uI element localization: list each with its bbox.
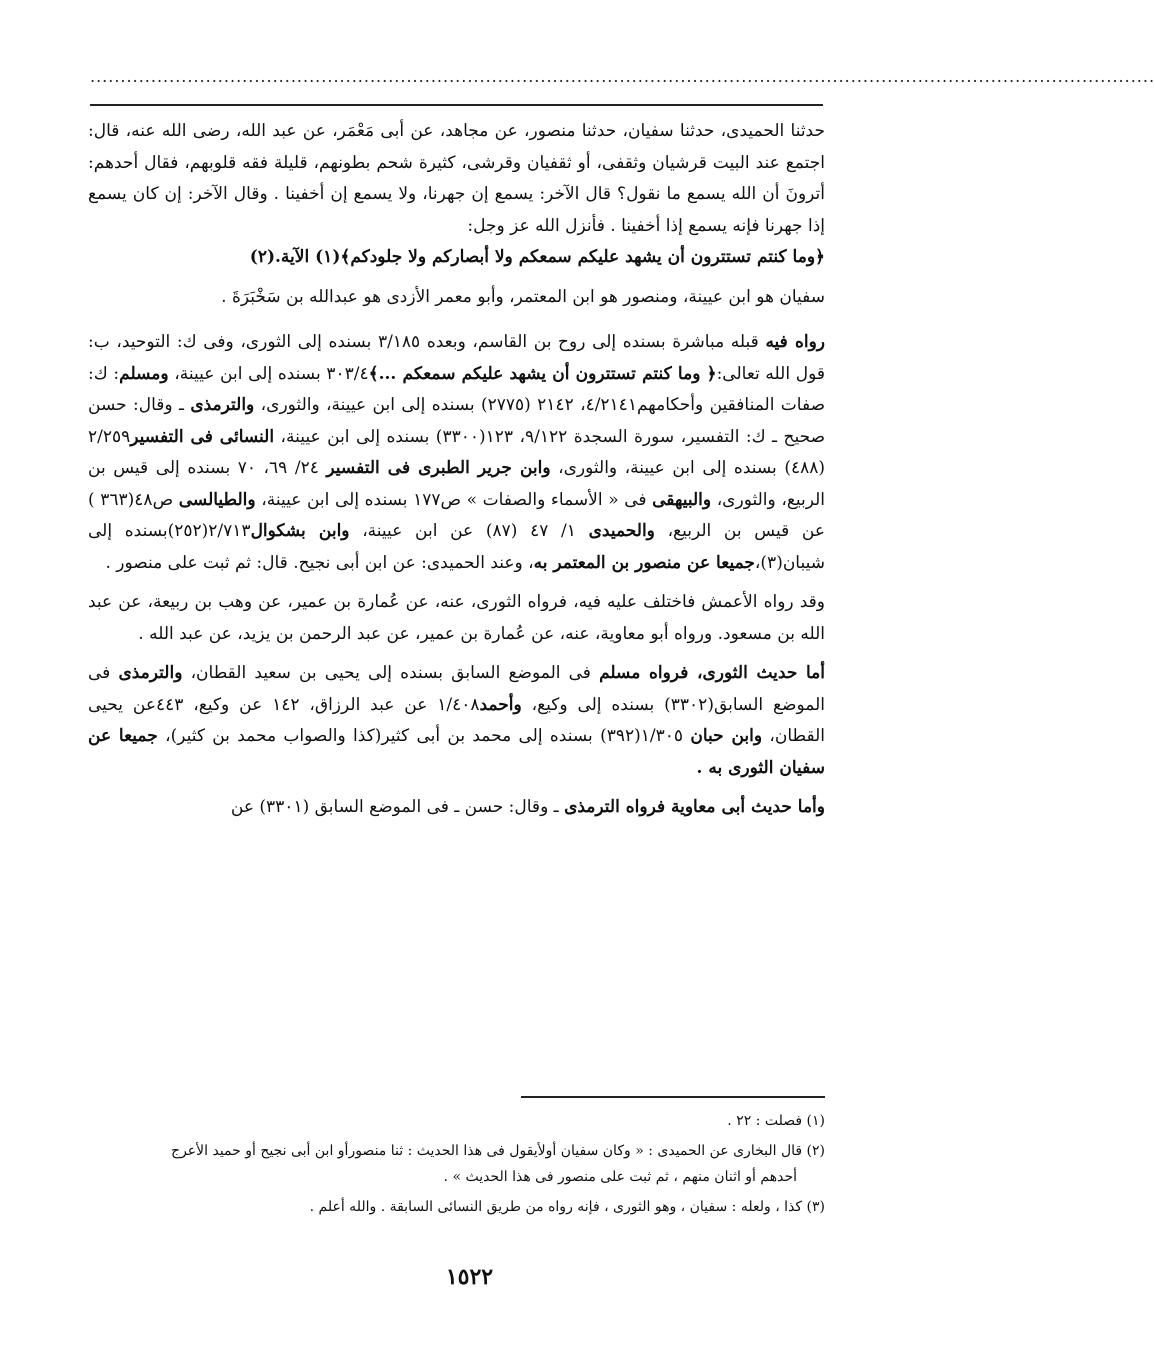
text-run: قبله مباشرة بسنده إلى روح بن القاسم، وبعده ٣/١٨٥ بسنده إلى الثورى، وفى ك: التوحيد، ب: قول الله تعالى: xyxy=(88,332,825,384)
page-number: ١٥٢٢ xyxy=(445,1264,494,1290)
bold-source: جميعا عن منصور بن المعتمر به xyxy=(533,552,755,573)
bold-source: رواه فيه xyxy=(765,332,825,352)
footnote-2-line-1: (٢) قال البخارى عن الحميدى : « وكان سفيان أولأيقول فى هذا الحديث : ثنا منصورأو ابن أبى نجيح أو حميد الأعرج xyxy=(171,1143,825,1159)
bold-source: وابن حبان xyxy=(690,726,763,746)
text-run: : ك: صفات المنافقين وأحكامهم٤/٢١٤١، ٢١٤٢ (٢٧٧٥) بسنده إلى ابن عيينة، والثورى، xyxy=(88,363,826,415)
text-run: ١/٤٠٨ عن عبد الرزاق، ١٤٢ عن وكيع، ٤٤٣عن يحيى القطان، xyxy=(88,694,825,746)
text-run: ١/٣٠٥(٣٩٢) بسنده إلى محمد بن أبى كثير(كذا والصواب محمد بن كثير)، xyxy=(157,726,691,746)
text-run: فى الموضع السابق بسنده إلى يحيى بن سعيد القطان، xyxy=(182,663,600,683)
text-run: فى « الأسماء والصفات » ص١٧٧ بسنده إلى ابن عيينة، xyxy=(255,489,653,510)
bold-source: جميعا عن سفيان الثورى به . xyxy=(88,726,825,778)
bold-source: ﴿ وما كنتم تستترون أن يشهد عليكم سمعكم ...﴾ xyxy=(368,363,717,384)
bold-source: والترمذى xyxy=(118,663,183,683)
takhrij-paragraph xyxy=(88,327,825,579)
footnote-3: (٣) كذا ، ولعله : سفيان ، وهو الثورى ، فإنه رواه من طريق النسائى السابقة . والله أعلم . xyxy=(309,1199,825,1215)
footnote-1: (١) فصلت : ٢٢ . xyxy=(727,1113,825,1129)
text-run: ، وعند الحميدى: عن ابن أبى نجيح. قال: ثم ثبت على منصور . xyxy=(105,552,534,573)
footnote-rule xyxy=(521,1096,825,1098)
bold-source: وابن بشكوال xyxy=(250,521,350,541)
text-run: ١/ ٤٧ (٨٧) عن ابن عيينة، xyxy=(349,521,589,541)
text-run: ٢/٢٥٩ (٤٨٨) بسنده إلى ابن عيينة، والثورى، xyxy=(88,426,826,478)
text-run: ٢/٧١٣(٢٥٢)بسنده إلى شيبان(٣)، xyxy=(88,521,825,573)
hadith-paragraph: حدثنا الحميدى، حدثنا سفيان، حدثنا منصور، عن مجاهد، عن أبى مَعْمَر، عن عبد الله، رضى الله عنه، قال: اجتمع عند البيت قرشيان وثقفى، أو ثقفيان وقرشى، كثيرة شحم بطونهم، قليلة فقه قلوبهم، فقال أحدهم: أترونَ أن الله يسمع ما نقول؟ قال الآخر: يسمع إن جهرنا، ولا يسمع إن أخفينا . وقال الآخر: إن كان يسمع إذا جهرنا فإنه يسمع إذا أخفينا . فأنزل الله عز وجل: xyxy=(88,121,825,236)
quran-verse: ﴿وما كنتم تستترون أن يشهد عليكم سمعكم ولا أبصاركم ولا جلودكم﴾(١) الآية.(٢) xyxy=(249,247,825,267)
text-run: ٣٠٣/٤ بسنده إلى ابن عيينة، xyxy=(168,363,369,384)
bold-source: ومسلم xyxy=(119,363,169,384)
bold-source: والترمذى xyxy=(190,395,255,415)
amash-paragraph: وقد رواه الأعمش فاختلف عليه فيه، فرواه الثورى، عنه، عن عُمارة بن عمير، عن وهب بن ربيعة، عن عبد الله بن مسعود. ورواه أبو معاوية، عنه، عن عُمارة بن عمير، عن عبد الرحمن بن يزيد، عن عبد الله . xyxy=(88,592,825,644)
bold-source: وابن جرير الطبرى فى التفسير xyxy=(326,458,551,478)
bold-source: والحميدى xyxy=(588,521,655,541)
text-run: فى الموضع السابق(٣٣٠٢) بسنده إلى وكيع، xyxy=(88,663,825,715)
text-run: ٢٤/ ٦٩، ٧٠ بسنده إلى قيس بن الربيع، والثورى، xyxy=(88,458,826,510)
bold-source: وأما حديث أبى معاوية فرواه الترمذى xyxy=(564,797,825,817)
footnotes xyxy=(88,1108,825,1248)
text-run: ص٤٨(٣٦٣ ) عن قيس بن الربيع، xyxy=(88,489,825,541)
bold-source: والطيالسى xyxy=(178,489,256,510)
text-run: ـ وقال: حسن ـ فى الموضع السابق (٣٣٠١) عن xyxy=(230,797,565,817)
bold-source: أما حديث الثورى، فرواه مسلم xyxy=(599,663,825,683)
narrators-paragraph: سفيان هو ابن عيينة، ومنصور هو ابن المعتمر، وأبو معمر الأزدى هو عبدالله بن سَخْبَرَةَ . xyxy=(221,286,825,307)
header-dotted-line: ............................................................................................................................................................................... xyxy=(90,67,1155,86)
thawri-paragraph xyxy=(88,658,825,784)
footnote-2-line-2: أحدهم أو اثنان منهم ، ثم ثبت على منصور فى هذا الحديث » . xyxy=(443,1169,797,1185)
footnote-2 xyxy=(88,1138,825,1190)
bold-source: والبيهقى xyxy=(652,489,712,510)
bold-source: النسائى فى التفسير xyxy=(130,426,275,447)
main-text xyxy=(88,112,825,1082)
header-rule xyxy=(90,104,823,106)
muawiya-paragraph xyxy=(88,792,825,824)
bold-source: وأحمد xyxy=(479,694,522,715)
text-run: ـ وقال: حسن صحيح ـ ك: التفسير، سورة السجدة ٩/١٢٢، ١٢٣(٣٣٠٠) بسنده إلى ابن عيينة، xyxy=(88,395,826,447)
